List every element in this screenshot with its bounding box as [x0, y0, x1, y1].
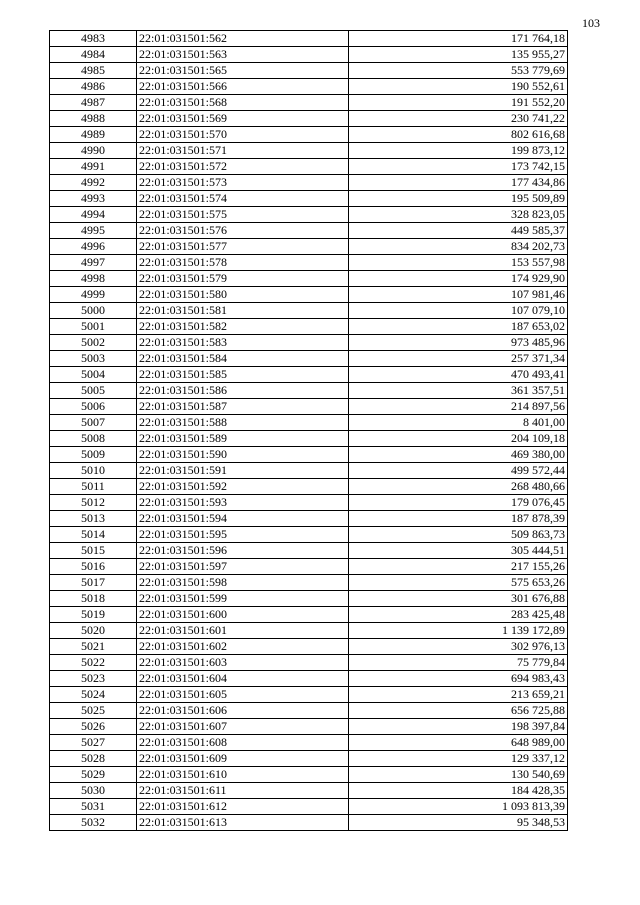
cadastral-number-cell: 22:01:031501:593 [137, 495, 349, 511]
cadastral-number-cell: 22:01:031501:582 [137, 319, 349, 335]
row-number-cell: 5014 [50, 527, 137, 543]
table-row [50, 207, 568, 223]
table-row [50, 31, 568, 47]
cadastral-value-cell: 449 585,37 [349, 223, 568, 239]
row-number-cell: 5026 [50, 719, 137, 735]
cadastral-number-cell: 22:01:031501:611 [137, 783, 349, 799]
row-number-cell: 4989 [50, 127, 137, 143]
cadastral-value-cell: 1 139 172,89 [349, 623, 568, 639]
cadastral-number-cell: 22:01:031501:602 [137, 639, 349, 655]
table-row [50, 639, 568, 655]
row-number-cell: 4984 [50, 47, 137, 63]
row-number-cell: 5030 [50, 783, 137, 799]
table-row [50, 479, 568, 495]
table-row [50, 607, 568, 623]
table-row [50, 175, 568, 191]
table-row [50, 591, 568, 607]
row-number-cell: 4990 [50, 143, 137, 159]
row-number-cell: 5028 [50, 751, 137, 767]
cadastral-value-cell: 553 779,69 [349, 63, 568, 79]
row-number-cell: 5010 [50, 463, 137, 479]
cadastral-value-cell: 575 653,26 [349, 575, 568, 591]
page-number: 103 [582, 16, 600, 30]
cadastral-value-cell: 469 380,00 [349, 447, 568, 463]
cadastral-value-cell: 153 557,98 [349, 255, 568, 271]
table-row [50, 815, 568, 831]
cadastral-number-cell: 22:01:031501:584 [137, 351, 349, 367]
cadastral-value-cell: 305 444,51 [349, 543, 568, 559]
table-row [50, 415, 568, 431]
cadastral-number-cell: 22:01:031501:589 [137, 431, 349, 447]
row-number-cell: 5006 [50, 399, 137, 415]
cadastral-value-cell: 174 929,90 [349, 271, 568, 287]
row-number-cell: 5003 [50, 351, 137, 367]
cadastral-value-cell: 694 983,43 [349, 671, 568, 687]
row-number-cell: 5011 [50, 479, 137, 495]
table-row [50, 719, 568, 735]
row-number-cell: 5016 [50, 559, 137, 575]
table-row [50, 463, 568, 479]
cadastral-number-cell: 22:01:031501:597 [137, 559, 349, 575]
row-number-cell: 5008 [50, 431, 137, 447]
cadastral-value-cell: 8 401,00 [349, 415, 568, 431]
cadastral-number-cell: 22:01:031501:591 [137, 463, 349, 479]
cadastral-number-cell: 22:01:031501:565 [137, 63, 349, 79]
cadastral-value-cell: 190 552,61 [349, 79, 568, 95]
cadastral-number-cell: 22:01:031501:586 [137, 383, 349, 399]
cadastral-number-cell: 22:01:031501:572 [137, 159, 349, 175]
cadastral-number-cell: 22:01:031501:595 [137, 527, 349, 543]
cadastral-value-cell: 283 425,48 [349, 607, 568, 623]
table-row [50, 351, 568, 367]
cadastral-value-cell: 129 337,12 [349, 751, 568, 767]
table-row [50, 527, 568, 543]
cadastral-number-cell: 22:01:031501:604 [137, 671, 349, 687]
cadastral-number-cell: 22:01:031501:588 [137, 415, 349, 431]
cadastral-value-cell: 135 955,27 [349, 47, 568, 63]
table-row [50, 767, 568, 783]
cadastral-value-cell: 257 371,34 [349, 351, 568, 367]
table-row [50, 239, 568, 255]
cadastral-value-cell: 130 540,69 [349, 767, 568, 783]
table-row [50, 159, 568, 175]
cadastral-number-cell: 22:01:031501:598 [137, 575, 349, 591]
cadastral-number-cell: 22:01:031501:608 [137, 735, 349, 751]
row-number-cell: 5032 [50, 815, 137, 831]
cadastral-number-cell: 22:01:031501:607 [137, 719, 349, 735]
cadastral-value-cell: 499 572,44 [349, 463, 568, 479]
table-row [50, 383, 568, 399]
row-number-cell: 5029 [50, 767, 137, 783]
table-row [50, 399, 568, 415]
cadastral-number-cell: 22:01:031501:583 [137, 335, 349, 351]
table-row [50, 79, 568, 95]
row-number-cell: 4999 [50, 287, 137, 303]
cadastral-number-cell: 22:01:031501:599 [137, 591, 349, 607]
table-row [50, 335, 568, 351]
row-number-cell: 5000 [50, 303, 137, 319]
cadastral-value-cell: 184 428,35 [349, 783, 568, 799]
cadastral-number-cell: 22:01:031501:587 [137, 399, 349, 415]
table-row [50, 735, 568, 751]
cadastral-number-cell: 22:01:031501:594 [137, 511, 349, 527]
row-number-cell: 4992 [50, 175, 137, 191]
cadastral-value-cell: 834 202,73 [349, 239, 568, 255]
table-row [50, 655, 568, 671]
cadastral-value-cell: 217 155,26 [349, 559, 568, 575]
cadastral-number-cell: 22:01:031501:577 [137, 239, 349, 255]
cadastral-value-cell: 302 976,13 [349, 639, 568, 655]
table-row [50, 223, 568, 239]
row-number-cell: 5031 [50, 799, 137, 815]
row-number-cell: 5001 [50, 319, 137, 335]
cadastral-value-cell: 361 357,51 [349, 383, 568, 399]
cadastral-value-cell: 328 823,05 [349, 207, 568, 223]
row-number-cell: 4988 [50, 111, 137, 127]
cadastral-value-cell: 268 480,66 [349, 479, 568, 495]
cadastral-value-cell: 191 552,20 [349, 95, 568, 111]
row-number-cell: 4986 [50, 79, 137, 95]
cadastral-value-cell: 1 093 813,39 [349, 799, 568, 815]
cadastral-number-cell: 22:01:031501:585 [137, 367, 349, 383]
row-number-cell: 5004 [50, 367, 137, 383]
cadastral-value-cell: 301 676,88 [349, 591, 568, 607]
row-number-cell: 4996 [50, 239, 137, 255]
table-row [50, 575, 568, 591]
table-row [50, 623, 568, 639]
cadastral-value-cell: 75 779,84 [349, 655, 568, 671]
table-row [50, 367, 568, 383]
cadastral-number-cell: 22:01:031501:573 [137, 175, 349, 191]
cadastral-number-cell: 22:01:031501:610 [137, 767, 349, 783]
table-row [50, 191, 568, 207]
table-row [50, 799, 568, 815]
row-number-cell: 5013 [50, 511, 137, 527]
row-number-cell: 5025 [50, 703, 137, 719]
row-number-cell: 5024 [50, 687, 137, 703]
table-row [50, 47, 568, 63]
cadastral-value-cell: 187 653,02 [349, 319, 568, 335]
cadastral-value-cell: 648 989,00 [349, 735, 568, 751]
row-number-cell: 4987 [50, 95, 137, 111]
cadastral-number-cell: 22:01:031501:605 [137, 687, 349, 703]
cadastral-value-cell: 802 616,68 [349, 127, 568, 143]
cadastral-number-cell: 22:01:031501:590 [137, 447, 349, 463]
cadastral-number-cell: 22:01:031501:596 [137, 543, 349, 559]
table-row [50, 431, 568, 447]
row-number-cell: 5020 [50, 623, 137, 639]
cadastral-number-cell: 22:01:031501:600 [137, 607, 349, 623]
cadastral-number-cell: 22:01:031501:601 [137, 623, 349, 639]
row-number-cell: 4994 [50, 207, 137, 223]
row-number-cell: 4991 [50, 159, 137, 175]
cadastral-value-cell: 656 725,88 [349, 703, 568, 719]
table-row [50, 783, 568, 799]
cadastral-value-cell: 177 434,86 [349, 175, 568, 191]
cadastral-value-cell: 204 109,18 [349, 431, 568, 447]
table-row [50, 143, 568, 159]
cadastral-value-table [49, 30, 568, 831]
row-number-cell: 5012 [50, 495, 137, 511]
table-row [50, 559, 568, 575]
cadastral-number-cell: 22:01:031501:571 [137, 143, 349, 159]
table-row [50, 543, 568, 559]
cadastral-value-cell: 179 076,45 [349, 495, 568, 511]
cadastral-value-cell: 214 897,56 [349, 399, 568, 415]
cadastral-number-cell: 22:01:031501:576 [137, 223, 349, 239]
row-number-cell: 5017 [50, 575, 137, 591]
row-number-cell: 5015 [50, 543, 137, 559]
row-number-cell: 5019 [50, 607, 137, 623]
table-row [50, 687, 568, 703]
cadastral-number-cell: 22:01:031501:606 [137, 703, 349, 719]
cadastral-number-cell: 22:01:031501:566 [137, 79, 349, 95]
row-number-cell: 5002 [50, 335, 137, 351]
row-number-cell: 5018 [50, 591, 137, 607]
row-number-cell: 4998 [50, 271, 137, 287]
row-number-cell: 5022 [50, 655, 137, 671]
table-row [50, 303, 568, 319]
table-row [50, 671, 568, 687]
cadastral-number-cell: 22:01:031501:612 [137, 799, 349, 815]
table-row [50, 271, 568, 287]
cadastral-value-cell: 230 741,22 [349, 111, 568, 127]
cadastral-number-cell: 22:01:031501:579 [137, 271, 349, 287]
row-number-cell: 5027 [50, 735, 137, 751]
cadastral-number-cell: 22:01:031501:592 [137, 479, 349, 495]
cadastral-value-cell: 107 079,10 [349, 303, 568, 319]
row-number-cell: 5023 [50, 671, 137, 687]
table-row [50, 63, 568, 79]
cadastral-number-cell: 22:01:031501:613 [137, 815, 349, 831]
row-number-cell: 4985 [50, 63, 137, 79]
cadastral-value-cell: 470 493,41 [349, 367, 568, 383]
cadastral-value-cell: 509 863,73 [349, 527, 568, 543]
row-number-cell: 4995 [50, 223, 137, 239]
cadastral-number-cell: 22:01:031501:580 [137, 287, 349, 303]
row-number-cell: 5005 [50, 383, 137, 399]
cadastral-number-cell: 22:01:031501:570 [137, 127, 349, 143]
table-row [50, 703, 568, 719]
cadastral-value-cell: 107 981,46 [349, 287, 568, 303]
cadastral-number-cell: 22:01:031501:562 [137, 31, 349, 47]
row-number-cell: 4997 [50, 255, 137, 271]
row-number-cell: 4993 [50, 191, 137, 207]
table-row [50, 751, 568, 767]
table-row [50, 495, 568, 511]
cadastral-value-cell: 95 348,53 [349, 815, 568, 831]
cadastral-number-cell: 22:01:031501:581 [137, 303, 349, 319]
table-row [50, 319, 568, 335]
table-body [50, 31, 568, 831]
table-row [50, 287, 568, 303]
cadastral-value-cell: 199 873,12 [349, 143, 568, 159]
cadastral-value-cell: 213 659,21 [349, 687, 568, 703]
cadastral-number-cell: 22:01:031501:568 [137, 95, 349, 111]
table-row [50, 95, 568, 111]
cadastral-value-cell: 973 485,96 [349, 335, 568, 351]
cadastral-value-cell: 187 878,39 [349, 511, 568, 527]
table-row [50, 255, 568, 271]
table-row [50, 511, 568, 527]
cadastral-number-cell: 22:01:031501:569 [137, 111, 349, 127]
cadastral-number-cell: 22:01:031501:609 [137, 751, 349, 767]
row-number-cell: 5009 [50, 447, 137, 463]
cadastral-number-cell: 22:01:031501:578 [137, 255, 349, 271]
table-row [50, 447, 568, 463]
cadastral-number-cell: 22:01:031501:563 [137, 47, 349, 63]
row-number-cell: 5007 [50, 415, 137, 431]
cadastral-value-cell: 173 742,15 [349, 159, 568, 175]
cadastral-value-cell: 171 764,18 [349, 31, 568, 47]
cadastral-value-cell: 198 397,84 [349, 719, 568, 735]
row-number-cell: 5021 [50, 639, 137, 655]
cadastral-value-cell: 195 509,89 [349, 191, 568, 207]
row-number-cell: 4983 [50, 31, 137, 47]
table-row [50, 111, 568, 127]
cadastral-number-cell: 22:01:031501:575 [137, 207, 349, 223]
cadastral-number-cell: 22:01:031501:574 [137, 191, 349, 207]
cadastral-number-cell: 22:01:031501:603 [137, 655, 349, 671]
table-row [50, 127, 568, 143]
